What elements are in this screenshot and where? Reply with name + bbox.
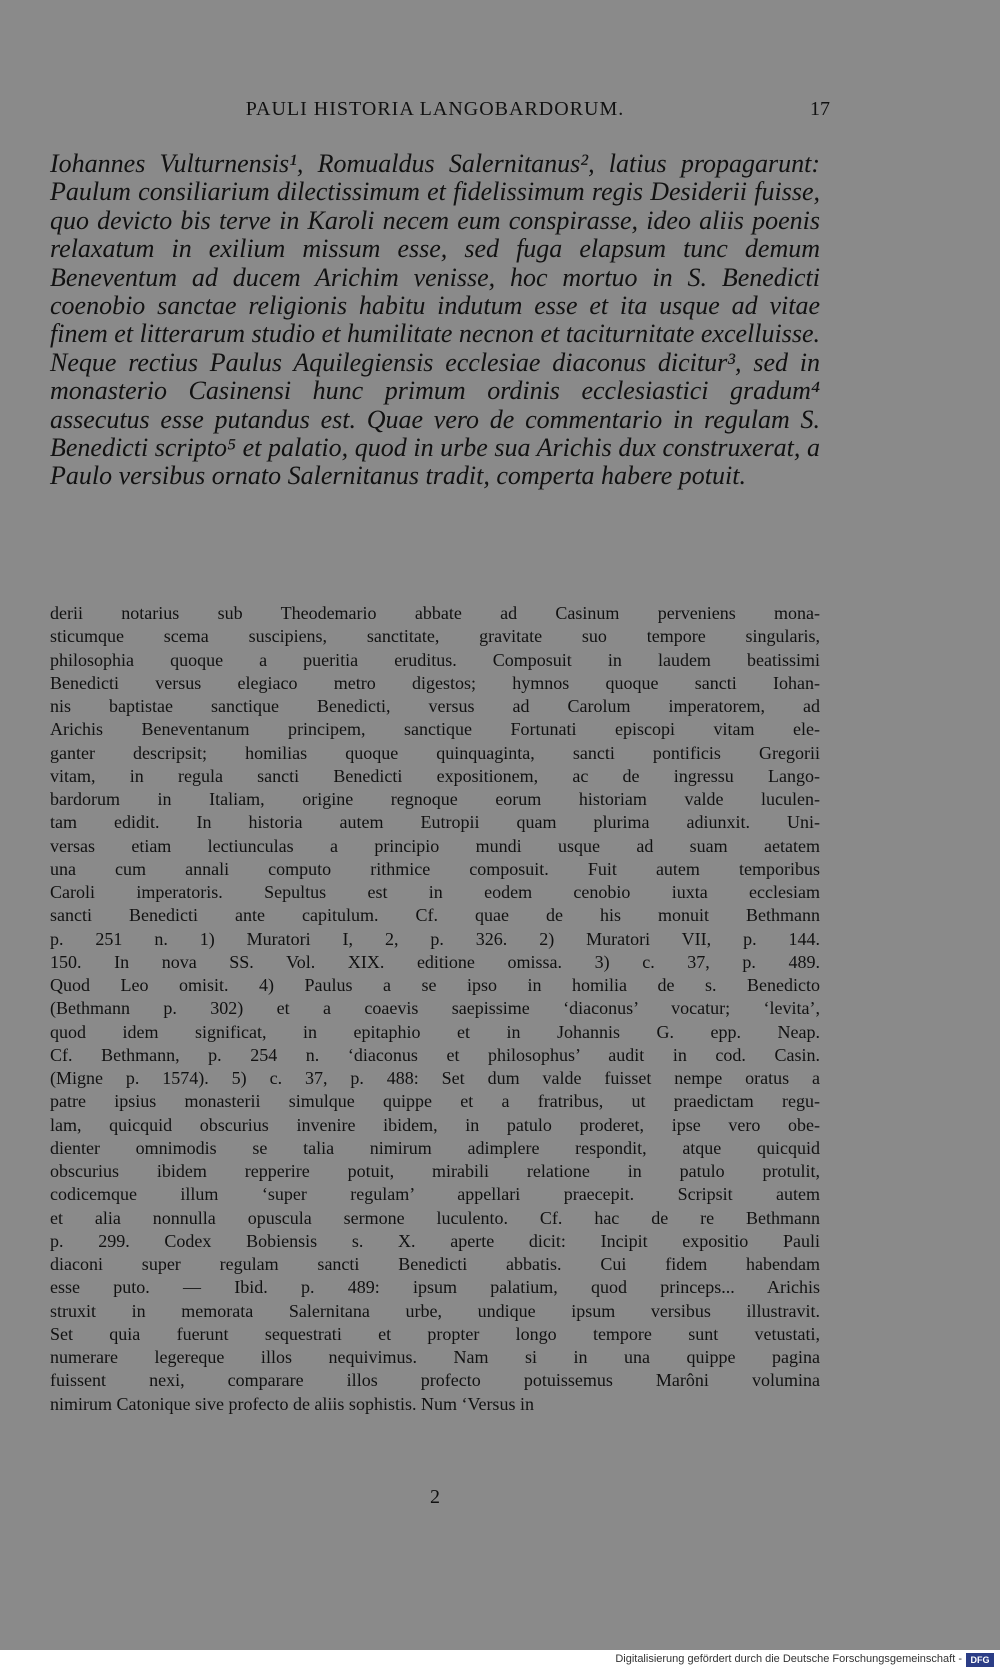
footnote-line: dienter omnimodis se talia nimirum adimplere respondit, atque quicquid [50,1137,820,1158]
footnote-line: versas etiam lectiunculas a principio mundi usque ad suam aetatem [50,835,820,856]
dfg-logo-icon: DFG [966,1653,994,1667]
footnote-line: obscurius ibidem repperire potuit, mirabili relatione in patulo protulit, [50,1161,820,1181]
footnote-line: codicemque illum ‘super regulam’ appellari praecepit. Scripsit autem [50,1184,820,1205]
digitization-footer [0,1650,1000,1672]
footnote-line: bardorum in Italiam, origine regnoque eorum historiam valde luculen- [50,789,820,809]
footnote-line: numerare legereque illos nequivimus. Nam si in una quippe pagina [50,1347,820,1367]
footnote-line: esse puto. — Ibid. p. 489: ipsum palatium, quod princeps... Arichis [50,1277,820,1298]
footnote-line: Benedicti versus elegiaco metro digestos; hymnos quoque sancti Iohan- [50,672,820,693]
footnote-line: patre ipsius monasterii simulque quippe et a fratribus, ut praedictam regu- [50,1091,820,1112]
footnote-line: Caroli imperatoris. Sepultus est in eodem cenobio iuxta ecclesiam [50,882,820,902]
footnote-line: Arichis Beneventanum principem, sanctique Fortunati episcopi vitam ele- [50,719,820,740]
footnote-line: Cf. Bethmann, p. 254 n. ‘diaconus et philosophus’ audit in cod. Casin. [50,1044,820,1065]
signature-mark: 2 [430,1486,440,1508]
footnote-line: struxit in memorata Salernitana urbe, undique ipsum versibus illustravit. [50,1300,820,1321]
footnote-line: nimirum Catonique sive profecto de aliis sophistis. Num ‘Versus in [50,1393,534,1414]
footnote-line: diaconi super regulam sancti Benedicti abbatis. Cui fidem habendam [50,1254,820,1274]
page-header [50,98,830,128]
footnote-line: p. 251 n. 1) Muratori I, 2, p. 326. 2) Muratori VII, p. 144. [50,928,820,949]
footnote-line: 150. In nova SS. Vol. XIX. editione omissa. 3) c. 37, p. 489. [50,951,820,972]
footnote-line: sancti Benedicti ante capitulum. Cf. quae de his monuit Bethmann [50,905,820,926]
footnote-line: quod idem significat, in epitaphio et in Johannis G. epp. Neap. [50,1021,820,1042]
footnote-line: una cum annali computo rithmice composuit. Fuit autem temporibus [50,858,820,879]
footnote-line: ganter descripsit; homilias quoque quinquaginta, sancti pontificis Gregorii [50,742,820,763]
footnote-line: p. 299. Codex Bobiensis s. X. aperte dicit: Incipit expositio Pauli [50,1230,820,1251]
footnote-line: et alia nonnulla opuscula sermone luculento. Cf. hac de re Bethmann [50,1207,820,1228]
footnote-line: derii notarius sub Theodemario abbate ad Casinum perveniens mona- [50,603,820,623]
footnote-line: (Migne p. 1574). 5) c. 37, p. 488: Set dum valde fuisset nempe oratus a [50,1068,820,1088]
funding-credit: Digitalisierung gefördert durch die Deutsche Forschungsgemeinschaft - [615,1653,962,1665]
page-number: 17 [810,98,830,120]
footnote-line: Set quia fuerunt sequestrati et propter longo tempore sunt vetustati, [50,1323,820,1344]
footnotes [50,602,820,1416]
footnote-line: fuissent nexi, comparare illos profecto potuissemus Marôni volumina [50,1370,820,1391]
footnote-line: vitam, in regula sancti Benedicti expositionem, ac de ingressu Lango- [50,765,820,786]
footnote-line: nis baptistae sanctique Benedicti, versus ad Carolum imperatorem, ad [50,696,820,716]
footnote-line: sticumque scema suscipiens, sanctitate, gravitate suo tempore singularis, [50,626,820,647]
footnote-line: philosophia quoque a pueritia eruditus. Composuit in laudem beatissimi [50,649,820,670]
running-title: PAULI HISTORIA LANGOBARDORUM. [245,98,625,120]
footnote-line: lam, quicquid obscurius invenire ibidem, in patulo proderet, ipse vero obe- [50,1114,820,1135]
footnote-line: tam edidit. In historia autem Eutropii quam plurima adiunxit. Uni- [50,812,820,833]
footnote-line: Quod Leo omisit. 4) Paulus a se ipso in homilia de s. Benedicto [50,975,820,995]
footnote-line: (Bethmann p. 302) et a coaevis saepissime ‘diaconus’ vocatur; ‘levita’, [50,998,820,1019]
main-text: Iohannes Vulturnensis¹, Romualdus Salernitanus², latius propagarunt: Paulum consiliarium dilectissimum et fidelissimum regis Desiderii fuisse, quo devicto bis terve in Karoli necem eum conspirasse, ideo aliis poenis relaxatum in exilium missum esse, sed fuga elapsum tunc demum Beneventum ad ducem Arichim venisse, hoc mortuo in S. Benedicti coenobio sanctae religionis habitu indutum esse et ita usque ad vitae finem et litterarum studio et humilitate necnon et taciturnitate excelluisse. Neque rectius Paulus Aquilegiensis ecclesiae diaconus dicitur³, sed in monasterio Casinensi hunc primum ordinis ecclesiastici gradum⁴ assecutus esse putandus est. Quae vero de commentario in regulam S. Benedicti scripto⁵ et palatio, quod in urbe sua Arichis dux construxerat, a Paulo versibus ornato Salernitanus tradit, comperta habere potuit. [50,149,820,491]
